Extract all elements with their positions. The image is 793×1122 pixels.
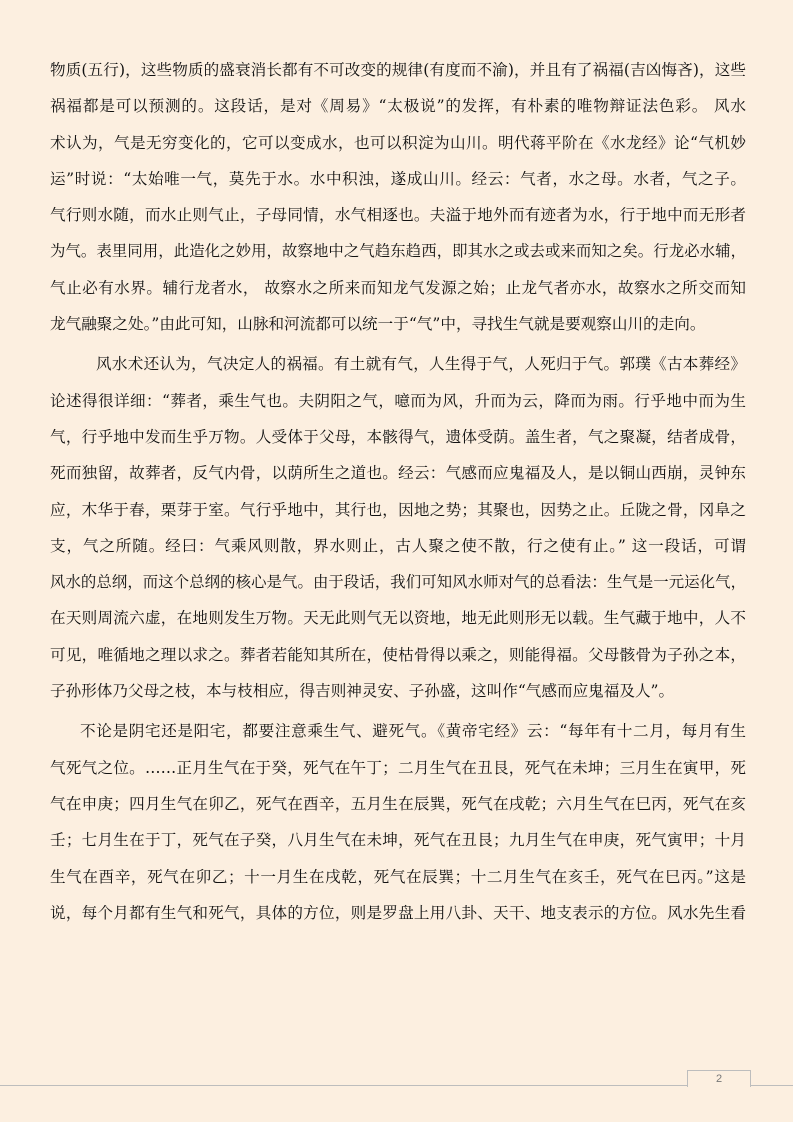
footer-divider: [0, 1085, 793, 1086]
text-line: 子孙形体乃父母之枝，本与枝相应，得吉则神灵安、子孙盛，这叫作“气感而应鬼福及人”。: [50, 682, 675, 701]
text-line: 物质(五行)，这些物质的盛衰消长都有不可改变的规律(有度而不渝)，并且有了祸福(吉凶悔吝)，这些: [50, 61, 746, 79]
text-line: 龙气融聚之处。”由此可知，山脉和河流都可以统一于“气”中，寻找生气就是要观察山川的走向。: [50, 315, 706, 334]
text-line: 应，木华于春，栗芽于室。气行乎地中，其行也，因地之势；其聚也，因势之止。丘陇之骨，冈阜之: [50, 500, 746, 519]
page-number: 2: [687, 1070, 751, 1087]
text-line: 风水的总纲，而这个总纲的核心是气。由于段话，我们可知风水师对气的总看法：生气是一元运化气，: [50, 573, 746, 592]
text-line: 气，行乎地中发而生乎万物。人受体于父母，本骸得气，遗体受荫。盖生者，气之聚凝，结者成骨，: [50, 427, 746, 446]
paragraph-2: [50, 346, 746, 709]
text-line: 气止必有水界。辅行龙者水， 故察水之所来而知龙气发源之始；止龙气者亦水，故察水之所交而知: [50, 278, 746, 297]
text-line: 为气。表里同用，此造化之妙用，故察地中之气趋东趋西，即其水之或去或来而知之矣。行龙必水辅，: [50, 242, 746, 261]
text-line: 术认为，气是无穷变化的，它可以变成水，也可以积淀为山川。明代蒋平阶在《水龙经》论“气机妙: [50, 133, 746, 152]
text-line: 气在申庚；四月生气在卯乙，死气在酉辛，五月生在辰巽，死气在戌乾；六月生气在巳丙，死气在亥: [50, 794, 746, 813]
text-line: 祸福都是可以预测的。这段话，是对《周易》“太极说”的发挥，有朴素的唯物辩证法色彩。 风水: [50, 97, 746, 116]
text-line: 在天则周流六虚，在地则发生万物。天无此则气无以资地，地无此则形无以载。生气藏于地中，人不: [50, 609, 746, 628]
text-line: 说，每个月都有生气和死气，具体的方位，则是罗盘上用八卦、天干、地支表示的方位。风水先生看: [50, 903, 746, 922]
text-line: 死而独留，故葬者，反气内骨，以荫所生之道也。经云：气感而应鬼福及人，是以铜山西崩，灵钟东: [50, 464, 746, 483]
text-line: 壬；七月生在于丁，死气在子癸，八月生气在未坤，死气在丑艮；九月生气在申庚，死气寅甲；十月: [50, 831, 746, 850]
text-line: 气死气之位。……正月生气在于癸，死气在午丁；二月生气在丑艮，死气在未坤；三月生在寅甲，死: [50, 758, 746, 777]
text-line: 运”时说：“太始唯一气，莫先于水。水中积浊，遂成山川。经云：气者，水之母。水者，气之子。: [50, 169, 746, 188]
text-line: 气行则水随，而水止则气止，子母同情，水气相逐也。夫溢于地外而有迹者为水，行于地中而无形者: [50, 206, 746, 225]
text-line: 支，气之所随。经曰：气乘风则散，界水则止，古人聚之使不散，行之使有止。” 这一段话，可谓: [50, 536, 746, 555]
text-line: 论述得很详细：“葬者，乘生气也。夫阴阳之气，噫而为风，升而为云，降而为雨。行乎地中而为生: [50, 391, 746, 410]
paragraph-1: [50, 52, 746, 342]
text-line: 不论是阴宅还是阳宅，都要注意乘生气、避死气。《黄帝宅经》云：“每年有十二月，每月有生: [80, 722, 746, 741]
text-line: 风水术还认为，气决定人的祸福。有土就有气，人生得于气，人死归于气。郭璞《古本葬经》: [96, 355, 746, 374]
text-line: 可见，唯循地之理以求之。葬者若能知其所在，使枯骨得以乘之，则能得福。父母骸骨为子孙之本，: [50, 645, 746, 664]
body-text: [50, 52, 746, 931]
text-line: 生气在酉辛，死气在卯乙；十一月生在戌乾，死气在辰巽；十二月生气在亥壬，死气在巳丙。”这是: [50, 867, 746, 886]
paragraph-3: [50, 713, 746, 931]
